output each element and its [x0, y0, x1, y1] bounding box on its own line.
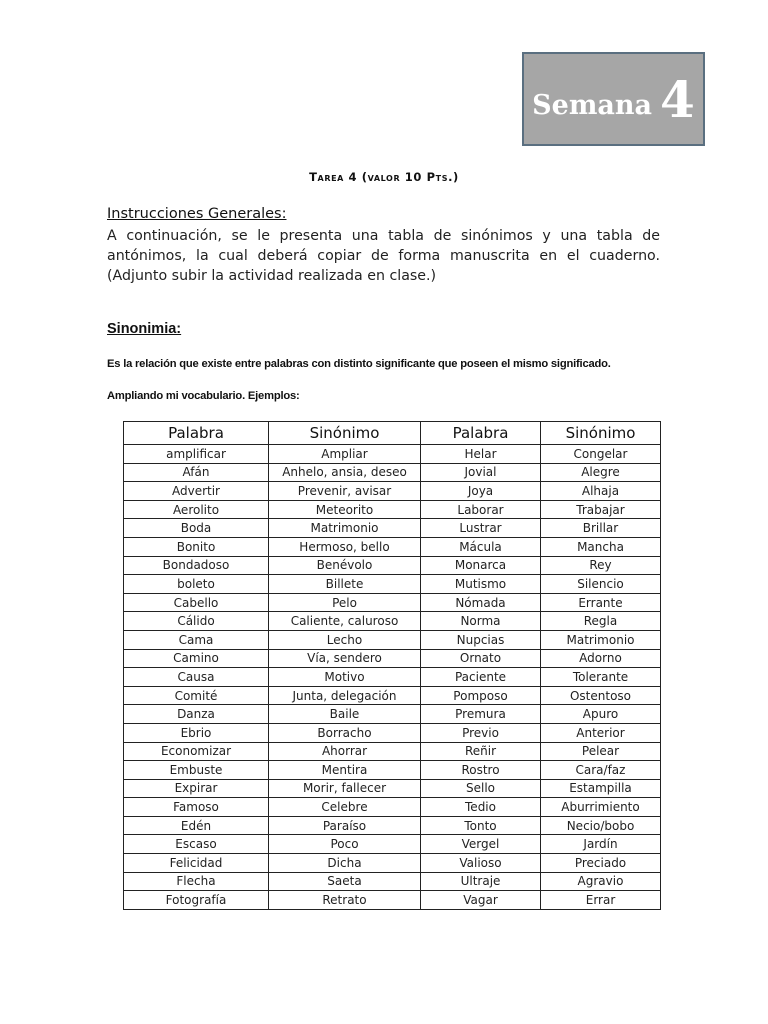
table-cell: Aburrimiento — [541, 798, 661, 817]
week-label: Semana — [532, 89, 653, 121]
table-cell: Celebre — [269, 798, 421, 817]
table-cell: Matrimonio — [541, 630, 661, 649]
instructions-body: A continuación, se le presenta una tabla de sinónimos y una tabla de antónimos, la cual deberá copiar de forma manuscrita en el cuaderno. (Adjunto subir la actividad realizada en clase.) — [107, 228, 660, 284]
table-cell: Comité — [124, 686, 269, 705]
table-cell: Hermoso, bello — [269, 537, 421, 556]
table-cell: Ebrio — [124, 723, 269, 742]
table-row — [124, 705, 661, 724]
table-cell: Dicha — [269, 854, 421, 873]
table-cell: Bonito — [124, 537, 269, 556]
table-cell: Junta, delegación — [269, 686, 421, 705]
table-cell: Vía, sendero — [269, 649, 421, 668]
table-cell: Congelar — [541, 445, 661, 464]
table-cell: Necio/bobo — [541, 816, 661, 835]
sinonimia-heading: Sinonimia: — [107, 321, 182, 337]
table-cell: Sello — [421, 779, 541, 798]
table-row — [124, 686, 661, 705]
table-cell: Cabello — [124, 593, 269, 612]
table-cell: Afán — [124, 463, 269, 482]
table-row — [124, 519, 661, 538]
table-cell: Estampilla — [541, 779, 661, 798]
table-row — [124, 500, 661, 519]
table-row — [124, 835, 661, 854]
table-header-row — [124, 422, 661, 445]
table-cell: Cálido — [124, 612, 269, 631]
table-cell: Nupcias — [421, 630, 541, 649]
table-row — [124, 556, 661, 575]
table-row — [124, 742, 661, 761]
table-cell: Mutismo — [421, 575, 541, 594]
table-cell: Previo — [421, 723, 541, 742]
table-cell: Regla — [541, 612, 661, 631]
table-row — [124, 482, 661, 501]
table-cell: Mancha — [541, 537, 661, 556]
table-cell: Baile — [269, 705, 421, 724]
table-row — [124, 630, 661, 649]
table-cell: Cara/faz — [541, 761, 661, 780]
table-cell: Pelo — [269, 593, 421, 612]
week-badge — [522, 52, 705, 146]
table-row — [124, 854, 661, 873]
table-cell: Errante — [541, 593, 661, 612]
table-row — [124, 593, 661, 612]
table-cell: Famoso — [124, 798, 269, 817]
table-cell: Helar — [421, 445, 541, 464]
table-cell: Morir, fallecer — [269, 779, 421, 798]
table-cell: Anhelo, ansia, deseo — [269, 463, 421, 482]
table-cell: Billete — [269, 575, 421, 594]
table-row — [124, 891, 661, 910]
table-cell: Pelear — [541, 742, 661, 761]
task-title: Tarea 4 (valor 10 Pts.) — [309, 170, 459, 184]
table-cell: Agravio — [541, 872, 661, 891]
table-cell: Monarca — [421, 556, 541, 575]
table-cell: Brillar — [541, 519, 661, 538]
table-cell: Reñir — [421, 742, 541, 761]
week-number: 4 — [660, 69, 695, 129]
header-sinonimo: Sinónimo — [269, 422, 421, 445]
table-cell: Alegre — [541, 463, 661, 482]
table-row — [124, 723, 661, 742]
table-cell: Fotografía — [124, 891, 269, 910]
table-cell: Joya — [421, 482, 541, 501]
table-cell: Adorno — [541, 649, 661, 668]
table-row — [124, 872, 661, 891]
table-cell: Poco — [269, 835, 421, 854]
table-cell: Ornato — [421, 649, 541, 668]
table-cell: Rey — [541, 556, 661, 575]
table-row — [124, 816, 661, 835]
table-cell: Vagar — [421, 891, 541, 910]
table-cell: Alhaja — [541, 482, 661, 501]
table-cell: Retrato — [269, 891, 421, 910]
table-cell: Silencio — [541, 575, 661, 594]
table-cell: Jardín — [541, 835, 661, 854]
synonyms-table — [123, 421, 661, 910]
table-cell: Nómada — [421, 593, 541, 612]
table-cell: Ampliar — [269, 445, 421, 464]
table-cell: Valioso — [421, 854, 541, 873]
table-cell: Edén — [124, 816, 269, 835]
table-cell: Preciado — [541, 854, 661, 873]
table-cell: Trabajar — [541, 500, 661, 519]
table-cell: Motivo — [269, 668, 421, 687]
header-palabra: Palabra — [421, 422, 541, 445]
table-cell: Jovial — [421, 463, 541, 482]
table-cell: Meteorito — [269, 500, 421, 519]
table-cell: Apuro — [541, 705, 661, 724]
examples-label: Ampliando mi vocabulario. Ejemplos: — [107, 390, 300, 402]
table-cell: Flecha — [124, 872, 269, 891]
table-row — [124, 761, 661, 780]
table-cell: Norma — [421, 612, 541, 631]
table-cell: Matrimonio — [269, 519, 421, 538]
table-cell: Benévolo — [269, 556, 421, 575]
table-cell: Tonto — [421, 816, 541, 835]
sinonimia-definition: Es la relación que existe entre palabras con distinto significante que poseen el mismo significado. — [107, 358, 611, 370]
table-cell: Paraíso — [269, 816, 421, 835]
table-cell: Ostentoso — [541, 686, 661, 705]
table-row — [124, 463, 661, 482]
header-palabra: Palabra — [124, 422, 269, 445]
table-cell: Ahorrar — [269, 742, 421, 761]
instructions-heading: Instrucciones Generales: — [107, 206, 287, 222]
table-cell: Errar — [541, 891, 661, 910]
table-cell: Caliente, caluroso — [269, 612, 421, 631]
table-cell: Tolerante — [541, 668, 661, 687]
table-cell: Tedio — [421, 798, 541, 817]
table-row — [124, 798, 661, 817]
table-cell: Lustrar — [421, 519, 541, 538]
table-row — [124, 779, 661, 798]
table-cell: Paciente — [421, 668, 541, 687]
table-cell: Anterior — [541, 723, 661, 742]
table-row — [124, 649, 661, 668]
table-cell: Saeta — [269, 872, 421, 891]
table-row — [124, 537, 661, 556]
table-cell: Vergel — [421, 835, 541, 854]
table-cell: Economizar — [124, 742, 269, 761]
table-row — [124, 575, 661, 594]
table-cell: Laborar — [421, 500, 541, 519]
table-row — [124, 445, 661, 464]
table-cell: Ultraje — [421, 872, 541, 891]
table-cell: Causa — [124, 668, 269, 687]
table-cell: boleto — [124, 575, 269, 594]
table-cell: Camino — [124, 649, 269, 668]
table-cell: Advertir — [124, 482, 269, 501]
table-cell: Boda — [124, 519, 269, 538]
table-cell: Mácula — [421, 537, 541, 556]
table-cell: Danza — [124, 705, 269, 724]
table-row — [124, 612, 661, 631]
table-cell: Embuste — [124, 761, 269, 780]
table-cell: Pomposo — [421, 686, 541, 705]
table-cell: Bondadoso — [124, 556, 269, 575]
table-cell: Borracho — [269, 723, 421, 742]
table-cell: Mentira — [269, 761, 421, 780]
header-sinonimo: Sinónimo — [541, 422, 661, 445]
table-cell: Expirar — [124, 779, 269, 798]
table-cell: Rostro — [421, 761, 541, 780]
table-cell: Aerolito — [124, 500, 269, 519]
table-cell: Prevenir, avisar — [269, 482, 421, 501]
table-row — [124, 668, 661, 687]
table-cell: Escaso — [124, 835, 269, 854]
table-cell: Felicidad — [124, 854, 269, 873]
table-cell: Cama — [124, 630, 269, 649]
table-cell: Lecho — [269, 630, 421, 649]
table-cell: Premura — [421, 705, 541, 724]
table-cell: amplificar — [124, 445, 269, 464]
